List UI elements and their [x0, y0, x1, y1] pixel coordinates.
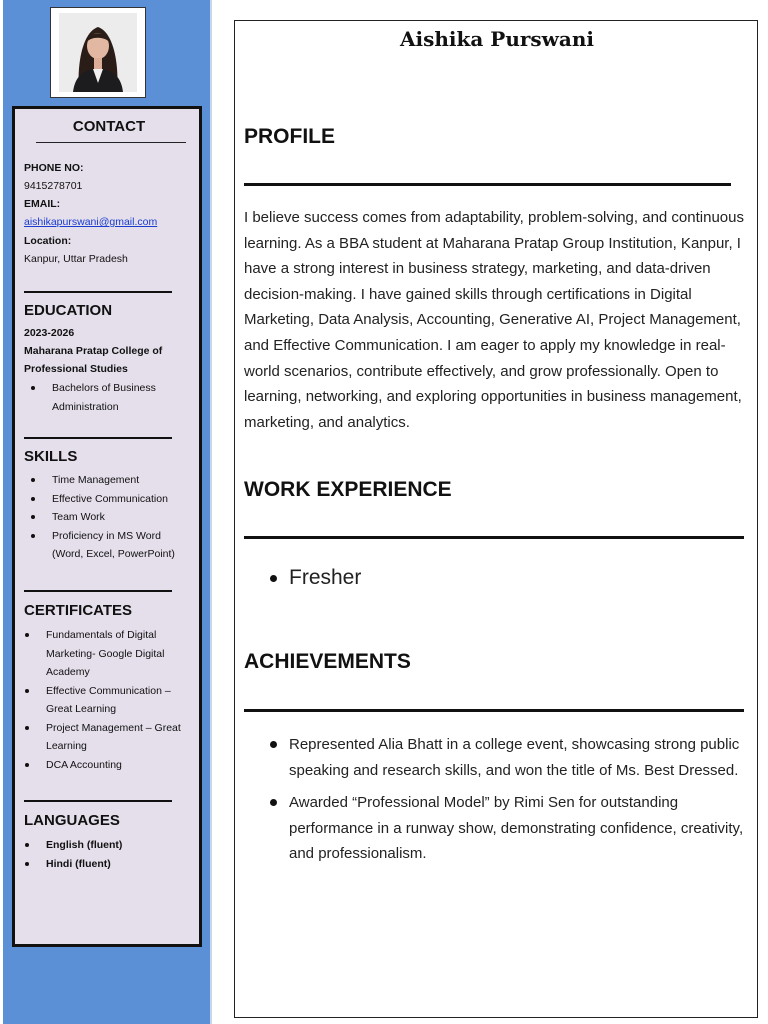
work-experience-divider: [244, 536, 744, 539]
main-content: [234, 20, 758, 1018]
phone-number: 9415278701: [24, 180, 83, 192]
email-label: EMAIL:: [24, 198, 61, 210]
location-value: Kanpur, Uttar Pradesh: [24, 253, 128, 265]
profile-divider: [244, 183, 731, 186]
certificates-heading: CERTIFICATES: [24, 602, 133, 619]
education-divider: [24, 291, 172, 293]
achievements-divider: [244, 709, 744, 712]
list-item: Team Work: [24, 508, 192, 527]
languages-list: [24, 836, 192, 873]
languages-heading: LANGUAGES: [24, 812, 120, 829]
achievements-heading: ACHIEVEMENTS: [244, 650, 411, 673]
list-item: Fundamentals of Digital Marketing- Google Digital Academy: [24, 626, 192, 682]
list-item: Fresher: [244, 564, 734, 592]
skills-list: [24, 471, 192, 564]
skills-heading: SKILLS: [24, 448, 78, 465]
skills-divider: [24, 437, 172, 439]
achievements-list: [244, 732, 752, 874]
list-item: Hindi (fluent): [24, 855, 192, 874]
list-item: Time Management: [24, 471, 192, 490]
profile-paragraph: I believe success comes from adaptability, problem-solving, and continuous learning. As a BBA student at Maharana Pratap Group Institution, Kanpur, I have a strong interest in business strategy, marketing, and data-driven decision-making. I have gained skills through certifications in Digital Marketing, Data Analysis, Accounting, Generative AI, Project Management, and Effective Communication. I am eager to apply my knowledge in real-world scenarios, contribute effectively, and grow professionally. Open to learning, networking, and exploring opportunities in business management, marketing, and analytics.: [244, 209, 744, 431]
education-years: 2023-2026: [24, 327, 75, 339]
profile-photo-frame: [50, 7, 146, 98]
profile-heading: PROFILE: [244, 125, 336, 148]
certificates-list: [24, 626, 192, 774]
list-item: Proficiency in MS Word (Word, Excel, PowerPoint): [24, 527, 192, 564]
candidate-name: Aishika Purswani: [400, 27, 594, 51]
education-heading: EDUCATION: [24, 302, 113, 319]
education-college: Maharana Pratap College of Professional Studies: [24, 345, 163, 375]
list-item: Effective Communication – Great Learning: [24, 682, 192, 719]
list-item: English (fluent): [24, 836, 192, 855]
list-item: Awarded “Professional Model” by Rimi Sen for outstanding performance in a runway show, demonstrating confidence, creativity, and professionalism.: [244, 790, 752, 867]
languages-divider: [24, 800, 172, 802]
list-item: Effective Communication: [24, 490, 192, 509]
work-experience-heading: WORK EXPERIENCE: [244, 478, 452, 501]
work-experience-list: [244, 564, 734, 592]
list-item: DCA Accounting: [24, 756, 192, 775]
sidebar-panel: [12, 106, 202, 947]
contact-heading: CONTACT: [72, 118, 146, 135]
contact-divider: [36, 142, 186, 143]
email-link[interactable]: aishikapurswani@gmail.com: [24, 216, 158, 228]
list-item: Represented Alia Bhatt in a college event, showcasing strong public speaking and research skills, and won the title of Ms. Best Dressed.: [244, 732, 752, 783]
sidebar-edge: [210, 0, 212, 1024]
phone-label: PHONE NO:: [24, 162, 84, 174]
profile-photo: [59, 13, 137, 92]
education-list: [24, 379, 192, 416]
certificates-divider: [24, 590, 172, 592]
location-label: Location:: [24, 235, 72, 247]
list-item: Bachelors of Business Administration: [24, 379, 192, 416]
list-item: Project Management – Great Learning: [24, 719, 192, 756]
person-photo-icon: [59, 13, 137, 92]
